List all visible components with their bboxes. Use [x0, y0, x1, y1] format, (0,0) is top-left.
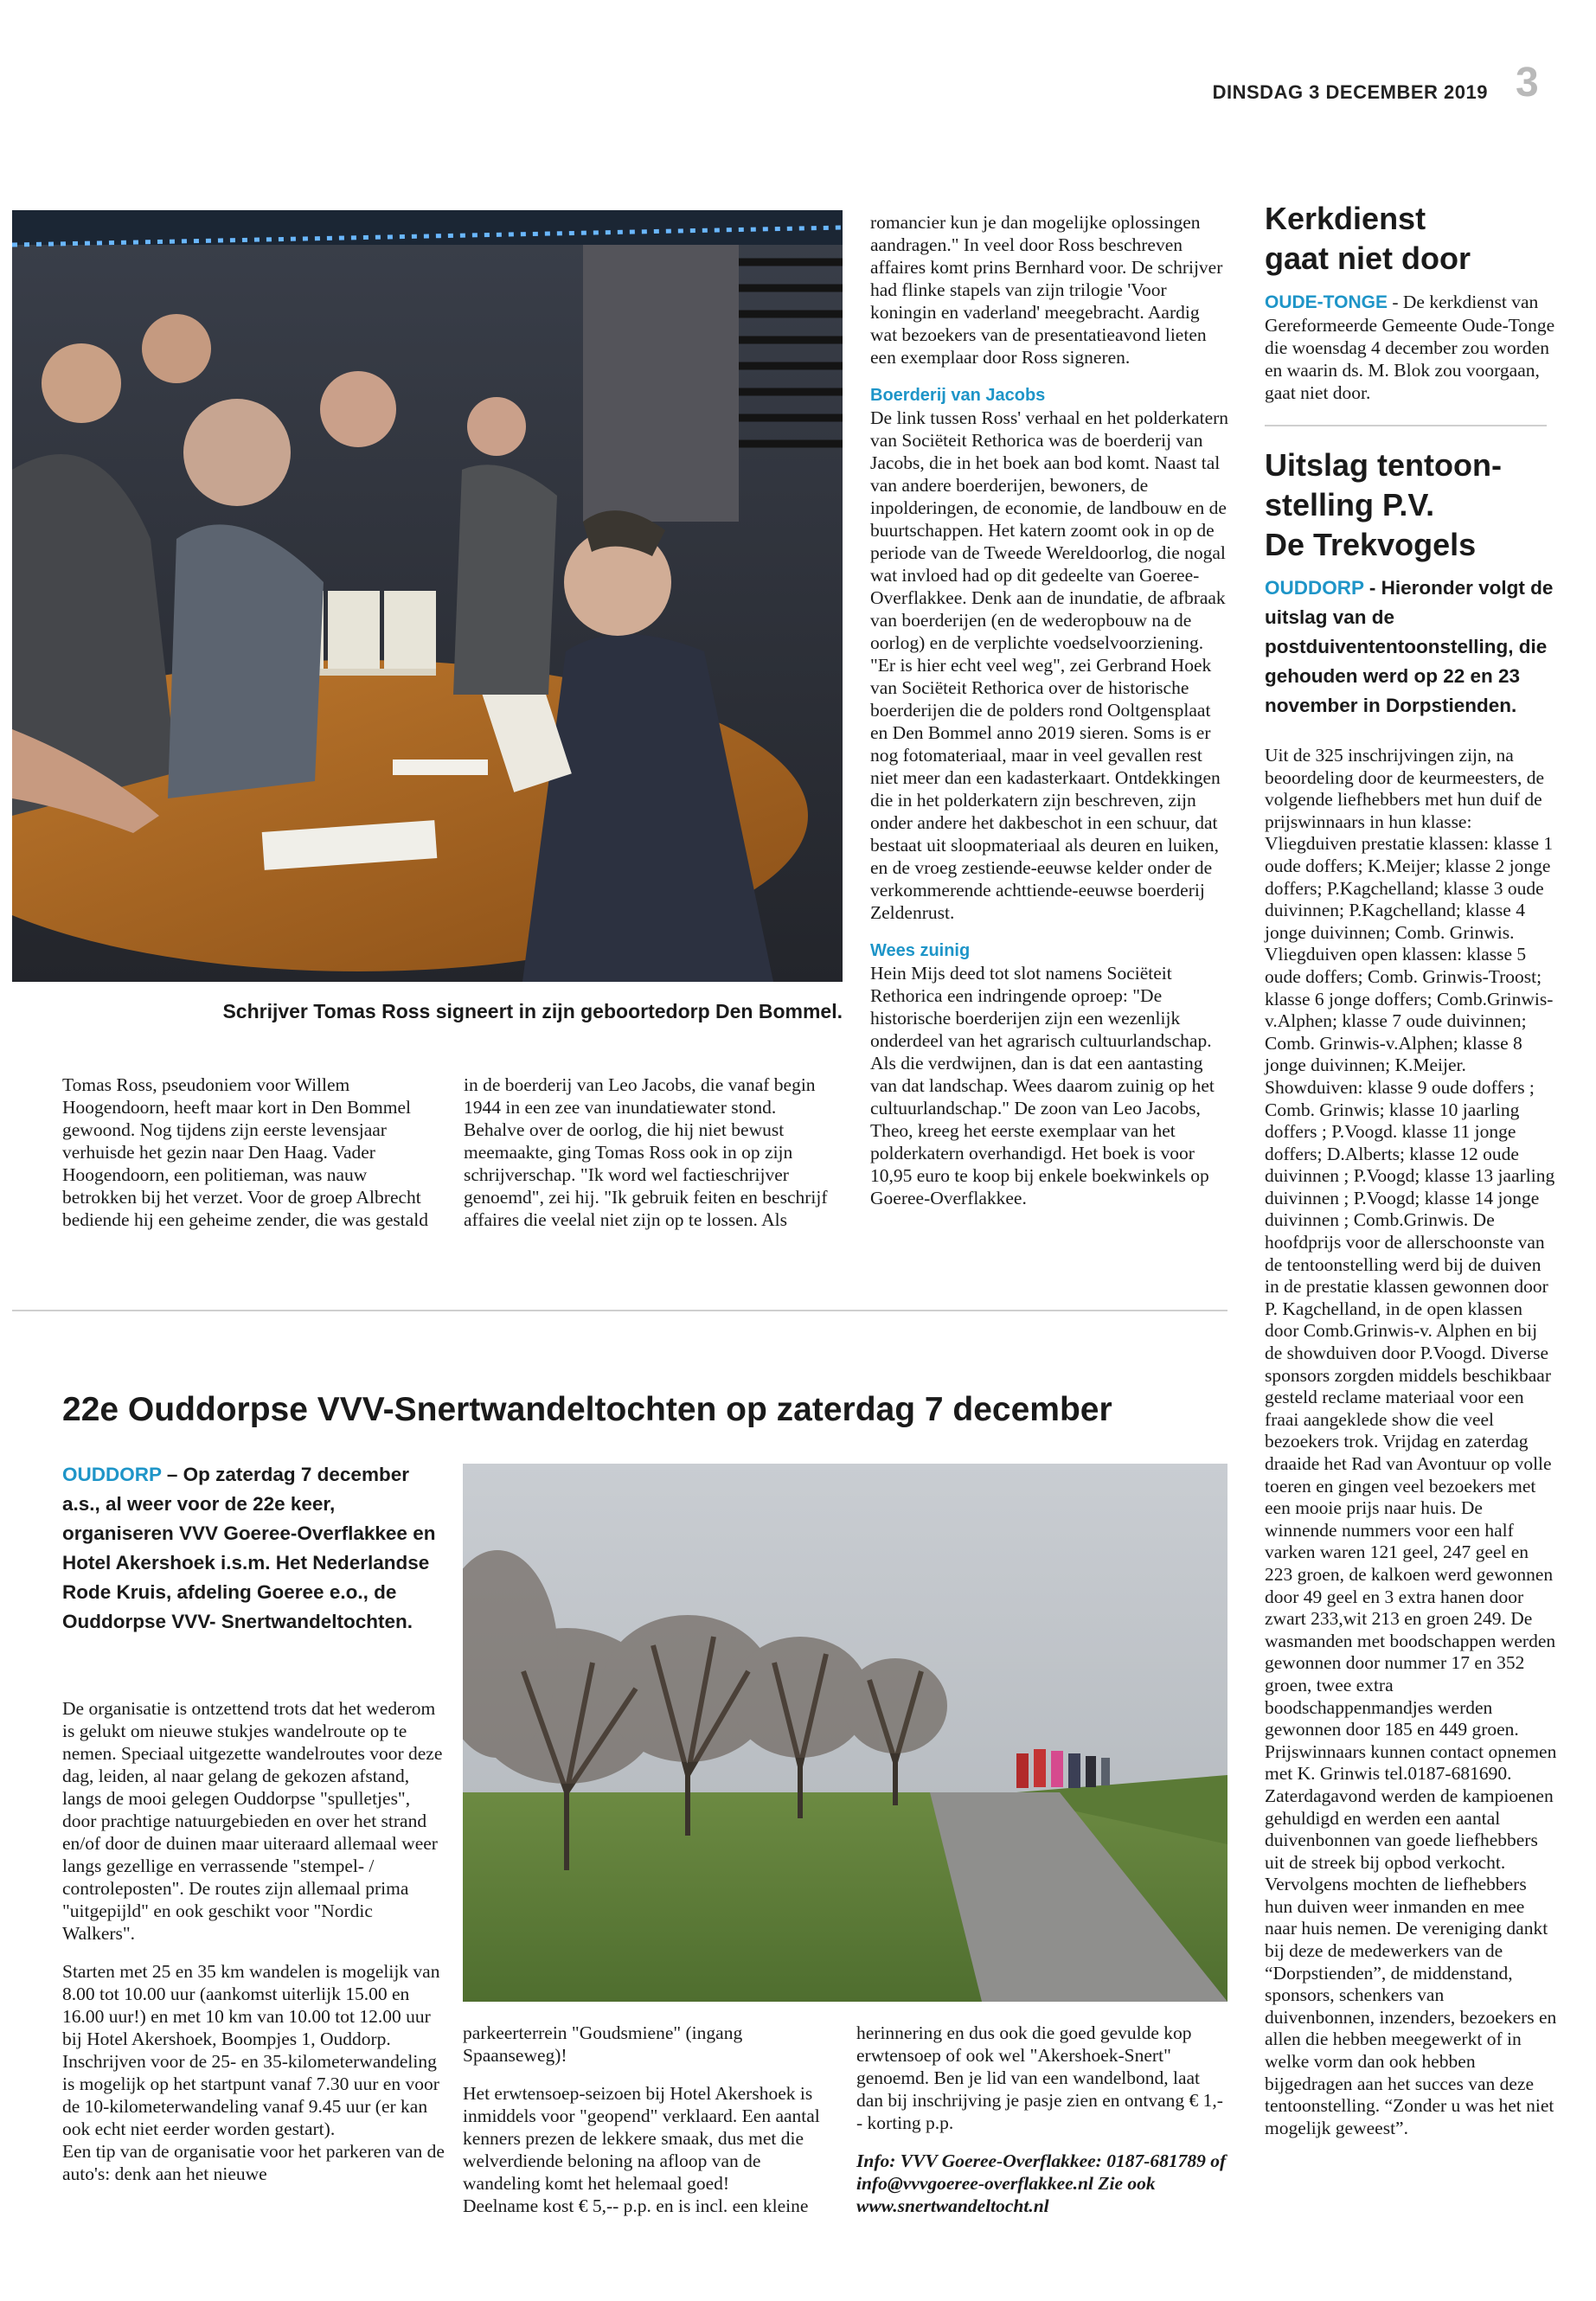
article2-info: Info: VVV Goeree-Overflakkee: 0187-681789 of info@vvvgoeree-overflakkee.nl Zie ook www.snertwandeltocht.nl	[856, 2150, 1227, 2216]
article1-col1-text: Tomas Ross, pseudoniem voor Willem Hoogendoorn, heeft maar kort in Den Bommel gewoond. Nog tijdens zijn eerste levensjaar verhuisde het gezin naar Den Haag. Vader Hoogendoorn, een politieman, was nauw betrokken bij het verzet. Voor de groep Albrecht bediende hij een geheime zender, die was gestald	[62, 1074, 428, 1230]
article2-p7: Deelname kost € 5,-- p.p. en is incl. een kleine	[463, 2195, 809, 2216]
sidebar	[1265, 199, 1557, 2139]
issue-date: DINSDAG 3 DECEMBER 2019	[1212, 81, 1488, 103]
page-number: 3	[1516, 60, 1539, 106]
article1-column-1	[62, 1074, 445, 1231]
article1-col3-section2: Hein Mijs deed tot slot namens Sociëteit Rethorica een indringende oproep: "De historische boerderijen zijn een wezenlijk onderdeel van het agrarisch cultuurlandschap. Als die verdwijnen, dan is dat een aantasting van dat landschap. Wees daarom zuinig op het cultuurlandschap." De zoon van Leo Jacobs, Theo, kreeg het eerste exemplaar van het polderkatern overhandigd. Het boek is voor 10,95 euro te koop bij enkele boekwinkels op Goeree-Overflakkee.	[870, 963, 1215, 1208]
article1-col3-intro: romancier kun je dan mogelijke oplossingen aandragen." In veel door Ross beschreven affaires komt prins Bernhard voor. De schrijver had flinke stapels van zijn trilogie 'Voor koningin en vaderland' meegebracht. Aardig wat bezoekers van de presentatieavond lieten een exemplaar door Ross signeren.	[870, 212, 1223, 368]
article1-col3-section1: De link tussen Ross' verhaal en het polderkatern van Sociëteit Rethorica was de boerderij van Jacobs, die in het boek aan bod komt. Naast tal van andere boerderijen, bewoners, de inpolderingen, de economie, de landbouw en de buurtschappen. Het katern zoomt ook in op de periode van de Tweede Wereldoorlog, die nogal wat invloed had op dit gedeelte van Goeree-Overflakkee. Denk aan de inundatie, de afbraak van boerderijen (en de wederopbouw na de oorlog) en de verplichte voedselvoorziening. "Er is hier echt veel weg", zei Gerbrand Hoek van Sociëteit Rethorica over de historische boerderijen die de polders rond Ooltgensplaat en Den Bommel anno 2019 sieren. Soms is er nog fotomateriaal, maar in veel gevallen rest niet meer dan een kadasterkaart. Ontdekkingen die in het polderkatern zijn beschreven, zijn onder andere het dakbeschot in een schuur, dat bestaat uit sloopmateriaal als deuren en luiken, en de vroeg zestiende-eeuwse kelder onder de verkommerende achttiende-eeuwse boerderij Zeldenrust.	[870, 407, 1229, 923]
article2-title: 22e Ouddorpse VVV-Snertwandeltochten op zaterdag 7 december	[62, 1391, 1112, 1428]
walking-photo	[463, 1464, 1227, 2006]
kerkdienst-dateline: OUDE-TONGE	[1265, 292, 1388, 312]
article2-p6: Het erwtensoep-seizoen bij Hotel Akershoek is inmiddels voor "geopend" verklaard. Een aantal kenners prezen de lekkere smaak, dus met die welverdiende beloning na afloop van de wandeling komt het helemaal goed!	[463, 2083, 820, 2194]
article1-col2-text: in de boerderij van Leo Jacobs, die vanaf begin 1944 in een zee van inundatiewater stond. Behalve over de oorlog, die hij niet bewust meemaakte, ging Tomas Ross ook in op zijn schrijverschap. "Ik word wel factieschrijver genoemd", zei hij. "Ik gebruik feiten en beschrijf affaires die veelal niet zijn op te lossen. Als	[464, 1074, 828, 1230]
photo-caption: Schrijver Tomas Ross signeert in zijn geboortedorp Den Bommel.	[222, 1000, 843, 1022]
uitslag-lead: OUDDORP - Hieronder volgt de uitslag van de postduivententoonstelling, die gehouden werd op 22 en 23 november in Dorpstienden.	[1265, 577, 1554, 716]
uitslag-text: Uit de 325 inschrijvingen zijn, na beoordeling door de keurmeesters, de volgende liefhebbers met hun duif de prijswinnaars in hun klasse: Vliegduiven prestatie klassen: klasse 1 oude doffers; K.Meijer; klasse 2 jonge doffers; P.Kagchelland; klasse 3 oude duivinnen; P.Kagchelland; klasse 4 jonge duivinnen; Comb. Grinwis. Vliegduiven open klassen: klasse 5 oude doffers; Comb. Grinwis-Troost; klasse 6 jonge doffers; Comb.Grinwis-v.Alphen; klasse 7 oude duivinnen; Comb. Grinwis-v.Alphen; klasse 8 jonge duivinnen; K.Meijer. Showduiven: klasse 9 oude doffers ; Comb. Grinwis; klasse 10 jaarling doffers ; P.Voogd. klasse 11 jonge doffers; D.Alberts; klasse 12 oude duivinnen ; P.Voogd; klasse 13 jaarling duivinnen ; P.Voogd; klasse 14 jonge duivinnen ; Comb.Grinwis. De hoofdprijs voor de allerschoonste van de tentoonstelling werd bij de duiven in de prestatie klassen gewonnen door P. Kagchelland, in de open klassen door Comb.Grinwis-v. Alphen en bij de showduiven door P.Voogd. Diverse sponsors zorgden middels beschikbaar gesteld reclame materiaal voor een fraai aangeklede show die veel bezoekers trok. Vrijdag en zaterdag draaide het Rad van Avontuur op volle toeren en gingen veel bezoekers met een mooie prijs naar huis. De winnende nummers voor een half varken waren 121 geel, 247 geel en 223 groen, de kalkoen werd gewonnen door 49 geel en 3 extra hanen door zwart 233,wit 213 en groen 249. De wasmanden met boodschappen werden gewonnen door nummer 17 en 352 groen, twee extra boodschappenmandjes werden gewonnen door 185 en 449 groen. Prijswinnaars kunnen contact opnemen met K. Grinwis tel.0187-681690. Zaterdagavond werden de kampioenen gehuldigd en werden een aantal duivenbonnen van goede liefhebbers uit de streek bij opbod verkocht. Vervolgens mochten de liefhebbers hun duiven weer inmanden en mee naar huis nemen. De vereniging dankt bij deze de medewerkers van de “Dorpstienden”, de middenstand, sponsors, schenkers van duivenbonnen, inzenders, bezoekers en allen die hebben meegewerkt of in welke vorm dan ook hebben bijgedragen aan het succes van deze tentoonstelling. “Zonder u was het niet mogelijk geweest”.	[1265, 745, 1557, 2138]
subhead-wees-zuinig: Wees zuinig	[870, 941, 971, 960]
article2-p3: Inschrijven voor de 25- en 35-kilometerwandeling is mogelijk op het startpunt vanaf 7.30 uur en voor de 10-kilometerwandeling vanaf 9.45 uur (er kan ook echt niet eerder worden gestart).	[62, 2051, 439, 2139]
subhead-boerderij: Boerderij van Jacobs	[870, 386, 1046, 405]
article2-p4: Een tip van de organisatie voor het parkeren van de auto's: denk aan het nieuwe	[62, 2141, 445, 2184]
uitslag-dateline: OUDDORP	[1265, 577, 1364, 599]
kerkdienst-text: OUDE-TONGE - De kerkdienst van Gereformeerde Gemeente Oude-Tonge die woensdag 4 december zou worden en waarin ds. M. Blok zou voorgaan, gaat niet door.	[1265, 292, 1555, 403]
uitslag-title: Uitslag tentoon- stelling P.V. De Trekvogels	[1265, 447, 1502, 562]
article2-column-3	[856, 2022, 1228, 2217]
article2-p2: Starten met 25 en 35 km wandelen is mogelijk van 8.00 tot 10.00 uur (aankomst uiterlijk 15.00 en 16.00 uur!) en met 10 km van 10.00 tot 12.00 uur bij Hotel Akershoek, Boompjes 1, Ouddorp.	[62, 1961, 440, 2049]
article2-column-2	[463, 2022, 838, 2217]
kerkdienst-title: Kerkdienst gaat niet door	[1265, 201, 1471, 276]
section-divider	[12, 1310, 1227, 1311]
article1-column-3	[870, 211, 1230, 1209]
article2-lead: OUDDORP – Op zaterdag 7 december a.s., al weer voor de 22e keer, organiseren VVV Goeree-Overflakkee en Hotel Akershoek i.s.m. Het Nederlandse Rode Kruis, afdeling Goeree e.o., de Ouddorpse VVV- Snertwandeltochten.	[62, 1464, 436, 1632]
sidebar-divider	[1265, 425, 1547, 426]
article2-p5: parkeerterrein "Goudsmiene" (ingang Spaanseweg)!	[463, 2022, 743, 2066]
signing-photo	[12, 210, 843, 982]
article2-column-1	[62, 1697, 445, 2185]
article1-column-2	[464, 1074, 839, 1231]
article2-dateline: OUDDORP	[62, 1464, 162, 1485]
article2-p1: De organisatie is ontzettend trots dat het wederom is gelukt om nieuwe stukjes wandelroute op te nemen. Speciaal uitgezette wandelroutes voor deze dag, leiden, al naar gelang de gekozen afstand, langs de mooi gelegen Ouddorpse "spulletjes", door prachtige natuurgebieden en over het strand en/of door de duinen maar uiteraard allemaal weer langs gezellige en verrassende "stempel- / controleposten". De routes zijn allemaal prima "uitgepijld" en ook geschikt voor "Nordic Walkers".	[62, 1698, 443, 1944]
article2-p8: herinnering en dus ook die goed gevulde kop erwtensoep of ook wel "Akershoek-Snert" genoemd. Ben je lid van een wandelbond, laat dan bij inschrijving je pasje zien en ontvang € 1,-- korting p.p.	[856, 2022, 1223, 2133]
